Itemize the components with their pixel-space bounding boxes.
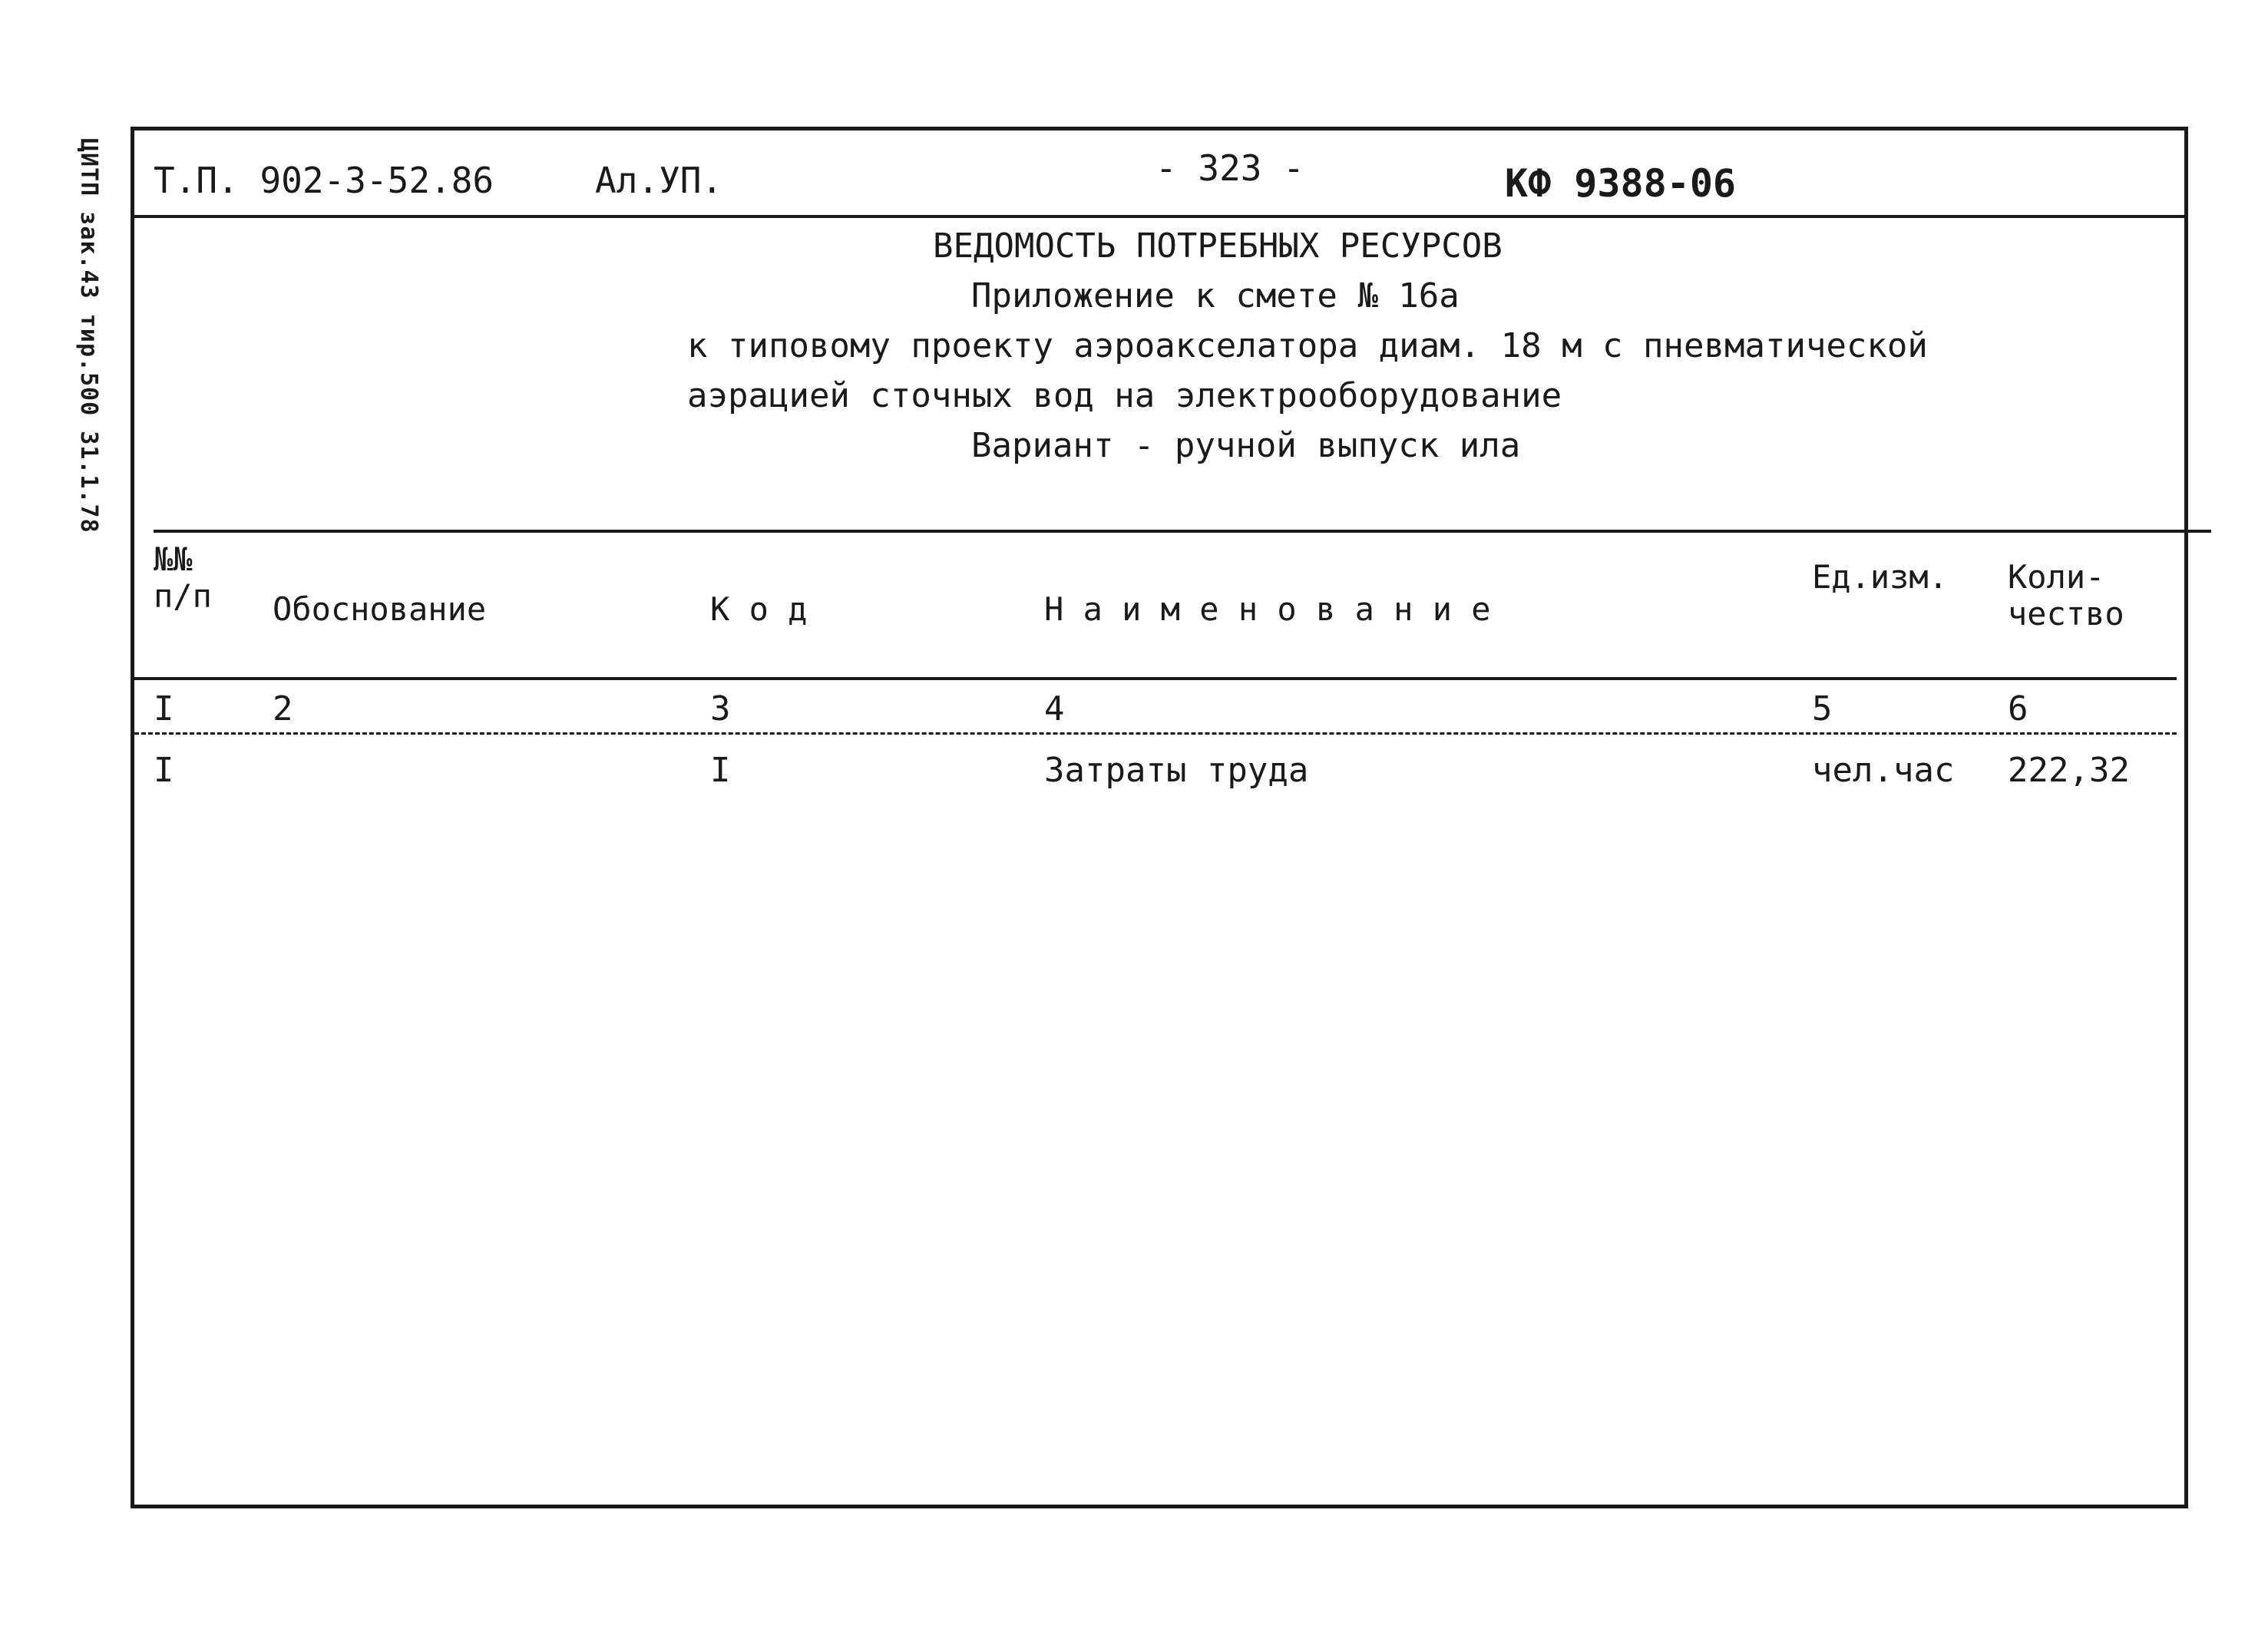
row-unit: чел.час — [1812, 751, 1955, 790]
column-number-3: 3 — [710, 689, 731, 728]
order-number: КФ 9388-06 — [1505, 161, 1737, 206]
column-number-bottom-line — [134, 732, 2177, 735]
document-subtitle: Приложение к смете № 16а — [971, 276, 1460, 315]
column-number-6: 6 — [2008, 689, 2028, 728]
col-header-qty: Коли- чество — [2008, 558, 2124, 633]
table-top-border — [154, 530, 2211, 533]
document-frame — [131, 127, 2188, 1508]
col-header-name: Н а и м е н о в а н и е — [1044, 590, 1491, 628]
project-code: Т.П. 902-3-52.86 — [154, 160, 494, 201]
column-number-1: I — [154, 689, 174, 728]
title-line-3: к типовому проекту аэроакселатора диам. 18 м с пневматической — [687, 326, 1928, 365]
page-number: - 323 - — [1155, 147, 1304, 189]
row-qty: 222,32 — [2008, 751, 2130, 790]
side-stamp-text: ЦИТП зак.43 тир.500 31.1.78 — [75, 138, 102, 534]
col-header-basis: Обоснование — [273, 590, 487, 628]
side-stamp — [73, 138, 104, 534]
album-number: Ал.УП. — [595, 160, 723, 201]
row-name: Затраты труда — [1044, 751, 1309, 790]
header-divider — [134, 215, 2184, 218]
row-code: I — [710, 751, 731, 790]
column-number-top-line — [134, 677, 2177, 680]
title-line-4: аэрацией сточных вод на электрооборудование — [687, 376, 1562, 415]
column-number-4: 4 — [1044, 689, 1065, 728]
column-number-2: 2 — [273, 689, 293, 728]
row-num: I — [154, 751, 174, 790]
document-title: ВЕДОМОСТЬ ПОТРЕБНЫХ РЕСУРСОВ — [933, 226, 1503, 266]
title-line-5: Вариант - ручной выпуск ила — [971, 426, 1521, 465]
col-header-num: №№ п/п — [154, 540, 212, 615]
col-header-unit: Ед.изм. — [1812, 558, 1949, 596]
column-number-5: 5 — [1812, 689, 1833, 728]
col-header-code: К о д — [710, 590, 808, 628]
